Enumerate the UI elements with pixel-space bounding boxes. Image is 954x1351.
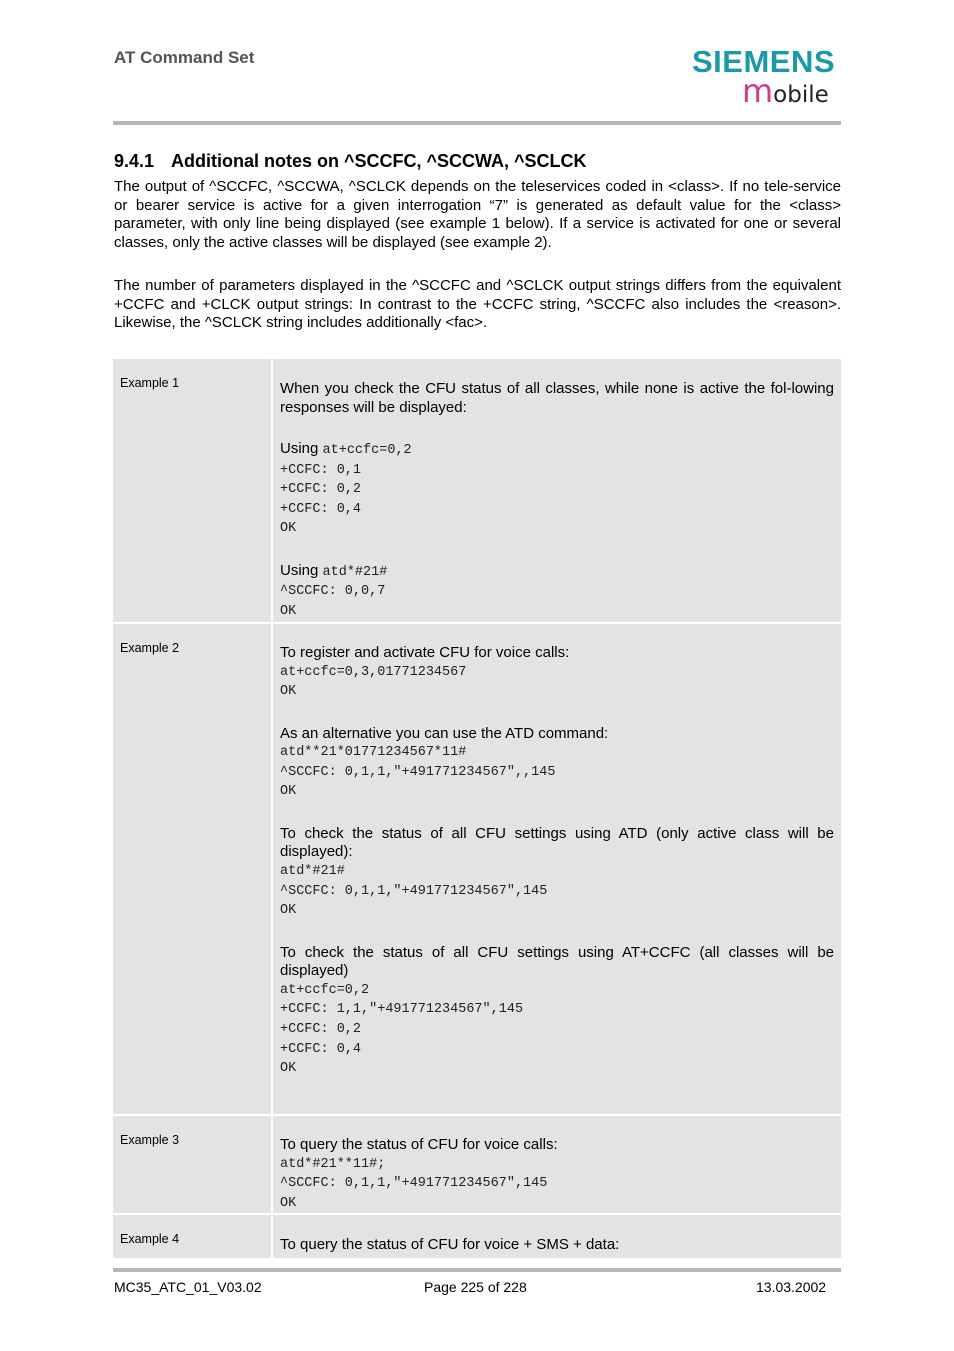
intro-paragraph: The output of ^SCCFC, ^SCCWA, ^SCLCK depends on the teleservices coded in <class>. If no tele-service or bearer service is active for a given interrogation “7” is generated as default value for the <class> parameter, with only line being displayed (see example 1 below). If a service is activated for one or several classes, only the active classes will be displayed (see example 2).: [114, 178, 841, 251]
example-text: To query the status of CFU for voice + SMS + data:: [280, 1236, 620, 1253]
logo-m: m: [742, 72, 774, 110]
logo-brand: SIEMENS: [692, 44, 836, 79]
example-label-cell: [113, 359, 271, 622]
document-header-title: AT Command Set: [114, 48, 255, 67]
footer-doc-id: MC35_ATC_01_V03.02: [114, 1279, 262, 1295]
example-label-cell: [113, 1116, 271, 1213]
example-label: Example 4: [120, 1232, 180, 1246]
examples-table: [113, 359, 841, 1258]
using-label: Using: [280, 440, 323, 457]
code-line: OK: [280, 603, 297, 619]
example-content: [280, 1136, 834, 1213]
example-label: Example 2: [120, 641, 180, 655]
example-using-line: [280, 562, 834, 583]
code-line: OK: [280, 1061, 297, 1077]
code-line: OK: [280, 903, 297, 919]
code-line: +CCFC: 0,2: [280, 482, 362, 498]
code-line: +CCFC: 1,1,"+491771234567",145: [280, 1002, 524, 1018]
code-line: OK: [280, 521, 297, 537]
example-content: [280, 644, 834, 1079]
code-line: atd*#21**11#;: [280, 1156, 386, 1172]
section-heading: [114, 151, 587, 172]
example-label: Example 1: [120, 376, 180, 390]
example-text: To check the status of all CFU settings using ATD (only active class will be displayed):: [280, 824, 834, 861]
footer-date: 13.03.2002: [756, 1279, 827, 1295]
code-line: +CCFC: 0,2: [280, 1021, 362, 1037]
header-divider: [113, 121, 841, 125]
command-inline: at+ccfc=0,2: [322, 443, 412, 458]
logo-subtitle: [742, 72, 829, 113]
code-line: atd**21*01771234567*11#: [280, 745, 467, 761]
section-number: 9.4.1: [114, 151, 155, 171]
code-line: atd*#21#: [280, 863, 345, 879]
example-text: When you check the CFU status of all classes, while none is active the fol-lowing responses will be displayed:: [280, 380, 834, 416]
command-inline: atd*#21#: [322, 564, 388, 580]
example-text: As an alternative you can use the ATD command:: [280, 724, 609, 742]
example-content: [280, 1236, 834, 1255]
code-line: OK: [280, 784, 297, 800]
example-content: [280, 380, 834, 622]
code-line: ^SCCFC: 0,0,7: [280, 584, 386, 600]
example-row-4: [113, 1215, 841, 1258]
parameters-paragraph: The number of parameters displayed in the ^SCCFC and ^SCLCK output strings differs from the equivalent +CCFC and +CLCK output strings: In contrast to the +CCFC string, ^SCCFC also includes the <reason>. Likewise, the ^SCLCK string includes additionally <fac>.: [114, 277, 841, 331]
example-row-1: [113, 359, 841, 622]
code-line: ^SCCFC: 0,1,1,"+491771234567",,145: [280, 764, 556, 780]
footer-page-number: Page 225 of 228: [424, 1279, 527, 1295]
example-text: To check the status of all CFU settings using AT+CCFC (all classes will be displayed): [280, 943, 834, 980]
code-line: +CCFC: 0,4: [280, 1041, 362, 1057]
example-text: To register and activate CFU for voice calls:: [280, 644, 570, 661]
example-label-cell: [113, 624, 271, 1114]
footer-divider: [113, 1268, 841, 1272]
siemens-mobile-logo: [690, 44, 840, 110]
code-line: OK: [280, 1195, 297, 1211]
using-label: Using: [280, 561, 323, 579]
example-row-2: [113, 624, 841, 1114]
example-text: To query the status of CFU for voice calls:: [280, 1136, 558, 1153]
logo-rest: obile: [773, 82, 829, 108]
code-line: +CCFC: 0,1: [280, 462, 362, 478]
example-row-3: [113, 1116, 841, 1213]
code-line: OK: [280, 684, 297, 700]
example-using-line: [280, 440, 834, 461]
code-line: ^SCCFC: 0,1,1,"+491771234567",145: [280, 883, 548, 899]
code-line: ^SCCFC: 0,1,1,"+491771234567",145: [280, 1176, 548, 1192]
code-line: at+ccfc=0,2: [280, 982, 370, 998]
section-title: Additional notes on ^SCCFC, ^SCCWA, ^SCLCK: [171, 151, 587, 171]
code-line: at+ccfc=0,3,01771234567: [280, 664, 467, 680]
example-label: Example 3: [120, 1133, 180, 1147]
code-line: +CCFC: 0,4: [280, 501, 362, 517]
